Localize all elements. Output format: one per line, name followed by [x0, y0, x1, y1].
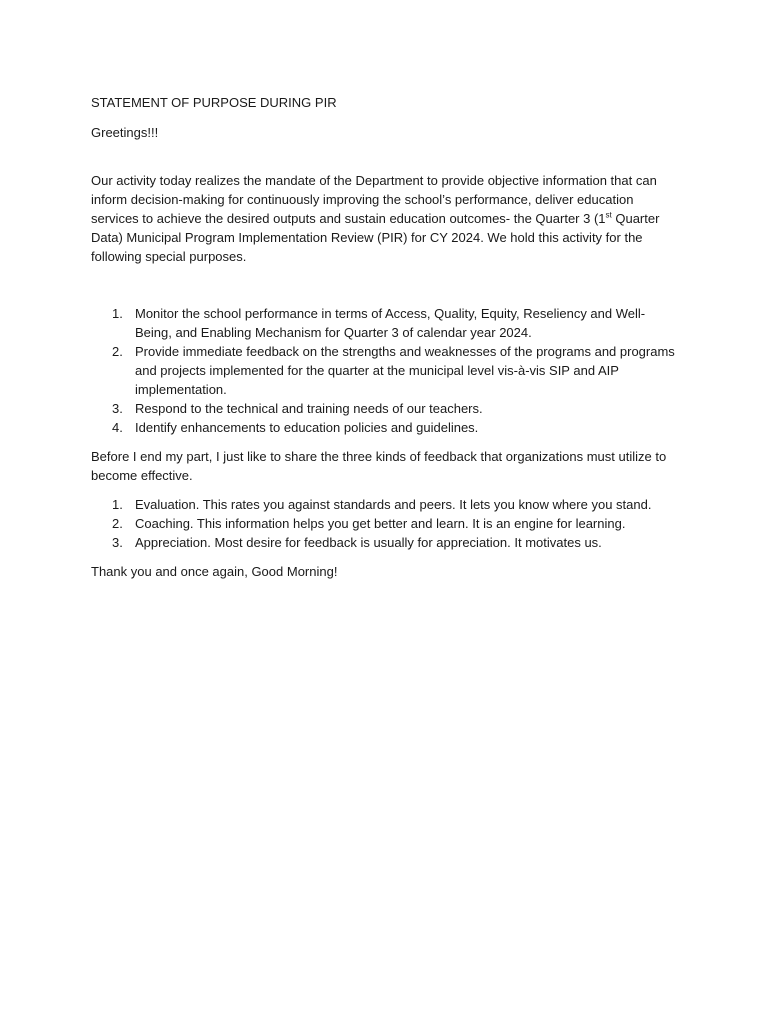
intro-text-part1: Our activity today realizes the mandate of the Department to provide objective information that can inform decision-making for continuously improving the school’s performance, deliver education services to achieve the desired outputs and sustain education outcomes- the Quarter 3 (1: [91, 173, 657, 226]
list-item: [91, 304, 681, 342]
intro-superscript: st: [605, 210, 612, 220]
greeting-text: Greetings!!!: [91, 125, 159, 140]
list-item: [91, 399, 681, 418]
closing-intro-paragraph: Before I end my part, I just like to share the three kinds of feedback that organizations must utilize to become effective.: [91, 449, 667, 483]
list-item: [91, 342, 681, 399]
list-number: 3.: [112, 401, 123, 416]
list-number: 2.: [112, 344, 123, 359]
list-number: 3.: [112, 535, 123, 550]
list-item-text: Monitor the school performance in terms of Access, Quality, Equity, Reseliency and Well-Being, and Enabling Mechanism for Quarter 3 of calendar year 2024.: [135, 306, 646, 340]
list-item: [91, 418, 681, 437]
intro-text-part2: Quarter Data) Municipal Program Implementation Review (PIR) for CY 2024. We hold this activity for the following special purposes.: [91, 211, 660, 264]
list-number: 4.: [112, 420, 123, 435]
thanks-text: Thank you and once again, Good Morning!: [91, 564, 338, 579]
list-number: 2.: [112, 516, 123, 531]
list-item-text: Respond to the technical and training needs of our teachers.: [135, 401, 483, 416]
document-page: [91, 93, 681, 581]
intro-paragraph: [91, 171, 681, 266]
document-title: STATEMENT OF PURPOSE DURING PIR: [91, 95, 337, 110]
list-item: [91, 514, 681, 533]
list-number: 1.: [112, 497, 123, 512]
list-item: [91, 495, 681, 514]
feedback-list: [91, 495, 681, 552]
purposes-list: [91, 304, 681, 437]
list-item-text: Provide immediate feedback on the strengths and weaknesses of the programs and programs and projects implemented for the quarter at the municipal level vis-à-vis SIP and AIP implementation.: [135, 344, 675, 397]
list-item-text: Identify enhancements to education policies and guidelines.: [135, 420, 479, 435]
list-item-text: Evaluation. This rates you against standards and peers. It lets you know where you stand.: [135, 497, 652, 512]
list-number: 1.: [112, 306, 123, 321]
list-item: [91, 533, 681, 552]
list-item-text: Appreciation. Most desire for feedback is usually for appreciation. It motivates us.: [135, 535, 602, 550]
list-item-text: Coaching. This information helps you get better and learn. It is an engine for learning.: [135, 516, 626, 531]
